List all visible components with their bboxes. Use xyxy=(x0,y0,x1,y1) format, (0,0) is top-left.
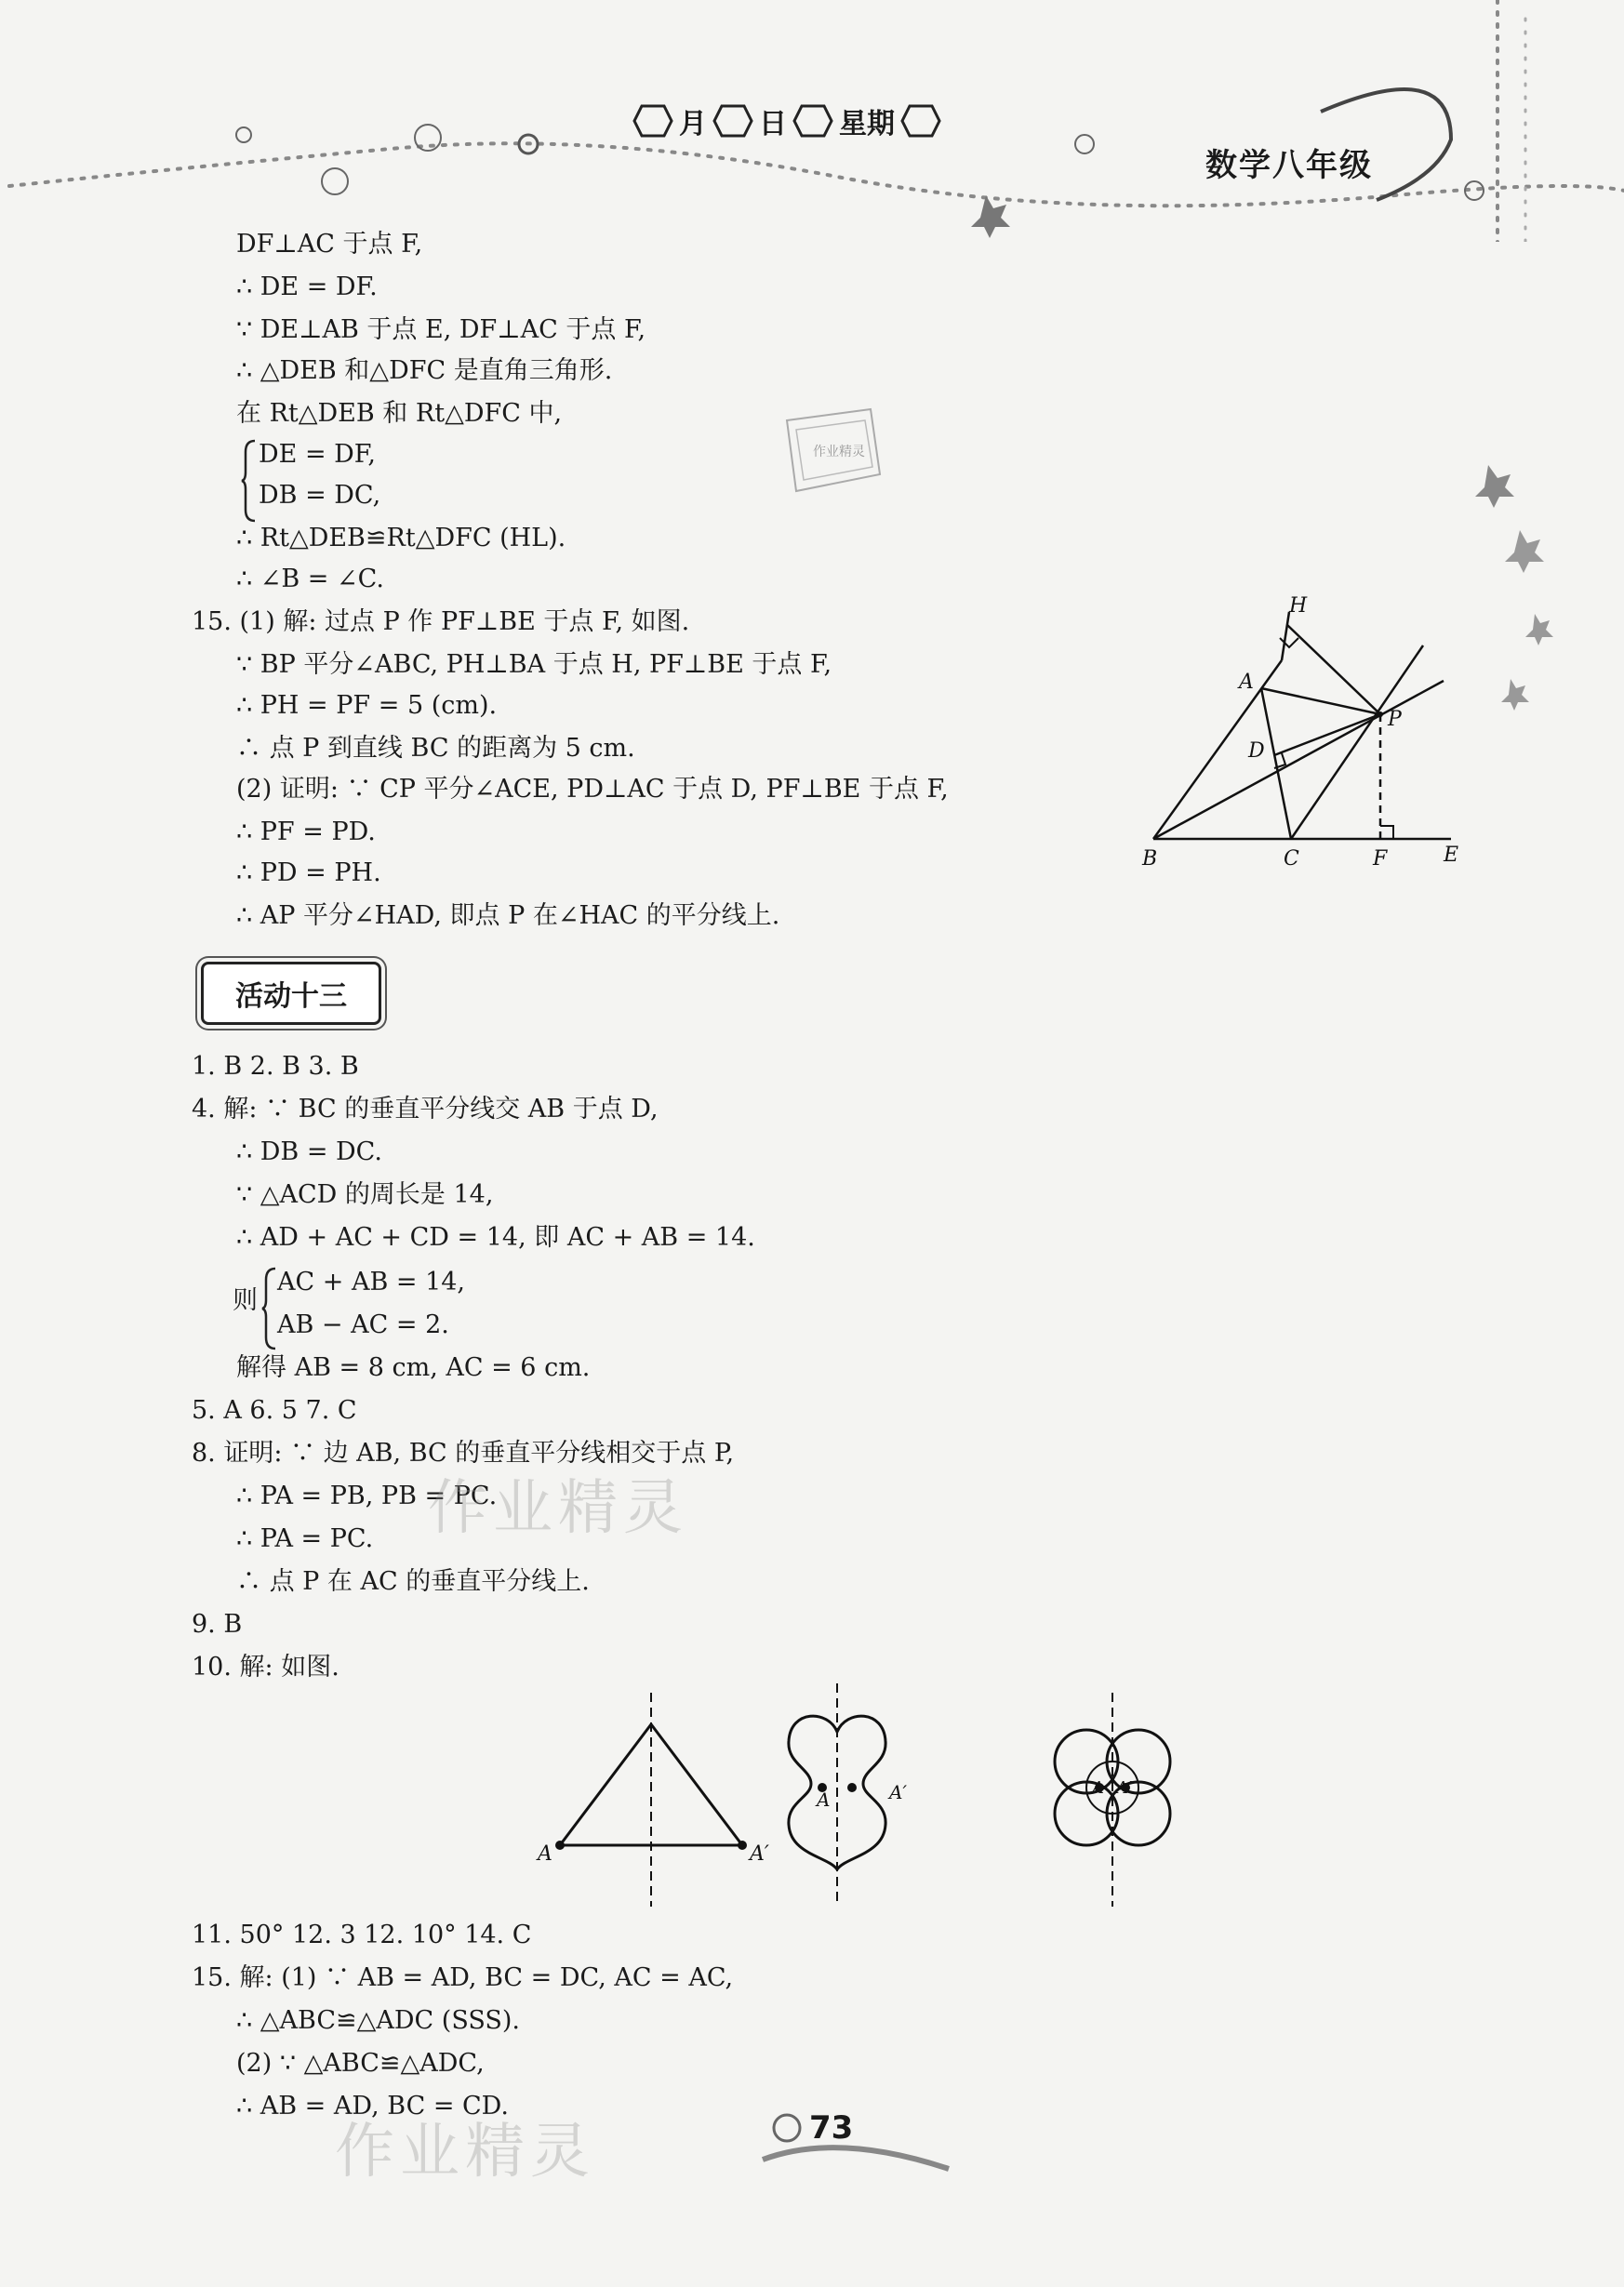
text-line: 10. 解: 如图. xyxy=(192,1653,339,1682)
watermark: 作业精灵 xyxy=(428,1474,688,1543)
brace-line: AC + AB = 14, xyxy=(277,1268,466,1296)
text-line: ∴ DB = DC. xyxy=(236,1137,382,1166)
text-line: 4. 解: ∵ BC 的垂直平分线交 AB 于点 D, xyxy=(192,1095,659,1124)
label-f: F xyxy=(1373,847,1388,871)
label-a: A xyxy=(1239,671,1254,694)
label-p: P xyxy=(1388,708,1402,731)
text-line: ∴ AP 平分∠HAD, 即点 P 在∠HAC 的平分线上. xyxy=(236,901,780,930)
text-line: ∴ Rt△DEB≌Rt△DFC (HL). xyxy=(236,524,566,552)
brace-icon xyxy=(260,1267,279,1350)
text-line: 8. 证明: ∵ 边 AB, BC 的垂直平分线相交于点 P, xyxy=(192,1439,735,1468)
stamp-logo xyxy=(768,402,889,504)
label-a-prime: A′ xyxy=(750,1842,769,1866)
text-line: (2) 证明: ∵ CP 平分∠ACE, PD⊥AC 于点 D, PF⊥BE 于点 F, xyxy=(236,775,949,804)
text-line: ∴ △ABC≌△ADC (SSS). xyxy=(236,2006,520,2035)
text-line: DF⊥AC 于点 F, xyxy=(236,230,423,259)
grade-label: 数学八年级 xyxy=(1205,147,1373,184)
page-number: 73 xyxy=(809,2109,854,2147)
text-line: ∴ AD + AC + CD = 14, 即 AC + AB = 14. xyxy=(236,1223,755,1252)
brace-icon xyxy=(240,439,259,523)
brace-line: DB = DC, xyxy=(259,481,381,510)
label-a-prime: A′ xyxy=(1116,1778,1133,1798)
label-e: E xyxy=(1444,844,1459,867)
hex-blank xyxy=(712,104,753,138)
text-line: ∴ PH = PF = 5 (cm). xyxy=(236,691,498,720)
label-h: H xyxy=(1289,595,1308,618)
text-line: ∴ PA = PB, PB = PC. xyxy=(236,1482,498,1510)
watermark: 作业精灵 xyxy=(335,2118,595,2187)
text-line: 15. (1) 解: 过点 P 作 PF⊥BE 于点 F, 如图. xyxy=(192,607,690,636)
stamp-text: 作业精灵 xyxy=(813,445,865,459)
text-line: ∴ DE = DF. xyxy=(236,273,378,301)
text-line: (2) ∵ △ABC≌△ADC, xyxy=(236,2049,485,2078)
label-b: B xyxy=(1142,847,1158,871)
label-a: A xyxy=(538,1842,552,1866)
page-number-decoration xyxy=(753,2104,958,2178)
text-line: 5. A 6. 5 7. C xyxy=(192,1396,357,1425)
brace-prefix: 则 xyxy=(233,1286,258,1315)
date-header xyxy=(632,100,941,141)
weekday-label: 星期 xyxy=(839,108,895,140)
geometry-figure-symmetry xyxy=(521,1683,1284,1916)
label-c: C xyxy=(1284,847,1299,871)
text-line: ∴ 点 P 到直线 BC 的距离为 5 cm. xyxy=(236,734,635,763)
text-line: 15. 解: (1) ∵ AB = AD, BC = DC, AC = AC, xyxy=(192,1963,734,1992)
hex-blank xyxy=(792,104,833,138)
text-line: ∴ 点 P 在 AC 的垂直平分线上. xyxy=(236,1567,590,1596)
text-line: 在 Rt△DEB 和 Rt△DFC 中, xyxy=(236,399,563,428)
text-line: 解得 AB = 8 cm, AC = 6 cm. xyxy=(236,1353,591,1382)
text-line: 9. B xyxy=(192,1610,243,1639)
text-line: ∴ PD = PH. xyxy=(236,858,381,887)
brace-line: AB − AC = 2. xyxy=(277,1310,449,1339)
month-label: 月 xyxy=(679,108,707,140)
text-line: 1. B 2. B 3. B xyxy=(192,1052,359,1081)
hex-blank xyxy=(632,104,673,138)
text-line: ∴ ∠B = ∠C. xyxy=(236,565,384,593)
day-label: 日 xyxy=(759,108,787,140)
text-line: ∴ AB = AD, BC = CD. xyxy=(236,2092,509,2121)
text-line: ∵ DE⊥AB 于点 E, DF⊥AC 于点 F, xyxy=(236,315,646,344)
label-d: D xyxy=(1248,739,1265,763)
label-a-prime: A′ xyxy=(889,1781,907,1803)
section-title-activity: 活动十三 xyxy=(201,962,381,1025)
brace-line: DE = DF, xyxy=(259,440,376,469)
text-line: ∴ PF = PD. xyxy=(236,818,376,846)
text-line: 11. 50° 12. 3 12. 10° 14. C xyxy=(192,1921,532,1949)
text-line: ∵ △ACD 的周长是 14, xyxy=(236,1180,494,1209)
text-line: ∴ △DEB 和△DFC 是直角三角形. xyxy=(236,356,613,385)
label-a: A xyxy=(817,1788,831,1811)
hex-blank xyxy=(900,104,941,138)
label-a: A xyxy=(1092,1778,1104,1798)
text-line: ∴ PA = PC. xyxy=(236,1524,374,1553)
text-line: ∵ BP 平分∠ABC, PH⊥BA 于点 H, PF⊥BE 于点 F, xyxy=(236,650,832,679)
geometry-figure-bisectors xyxy=(1135,595,1470,874)
